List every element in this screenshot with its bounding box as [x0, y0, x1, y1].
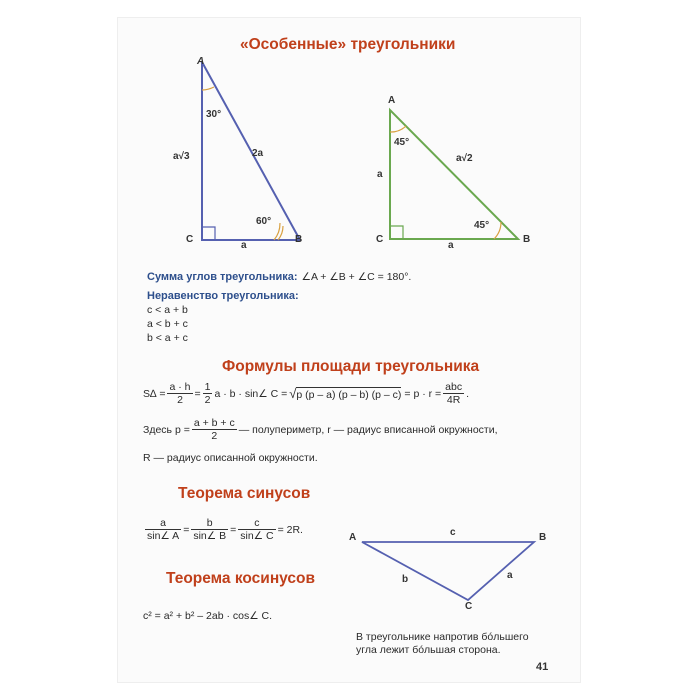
sine-eq-1: =: [183, 523, 190, 536]
sine-frac-a-den: sin∠ A: [147, 530, 180, 542]
sine-frac-a: [145, 517, 181, 542]
inequality-line-2: a < b + c: [147, 318, 188, 330]
area-eq-1: =: [194, 387, 201, 400]
heading-sine-theorem: Теорема синусов: [178, 485, 311, 502]
note-big-side-line-2: угла лежит бóльшая сторона.: [356, 644, 501, 656]
t1-vertex-c: C: [186, 234, 194, 245]
area-frac-2-num: 1: [204, 381, 211, 393]
area-s: S∆ =: [143, 387, 166, 400]
inequality-line-1: c < a + b: [147, 304, 188, 316]
sine-frac-a-num: a: [145, 517, 181, 530]
t1-vertex-b: B: [295, 234, 303, 245]
page-number: 41: [536, 661, 549, 673]
area-formula: [143, 381, 469, 406]
sine-frac-b-den: sin∠ B: [193, 530, 227, 542]
angle-sum-label: Сумма углов треугольника:: [147, 271, 298, 283]
sine-frac-b: [191, 517, 228, 542]
t3-side-b: b: [402, 574, 409, 585]
t1-vertex-a: A: [197, 56, 205, 67]
angle-sum-line: [147, 271, 411, 283]
area-end: .: [466, 387, 470, 400]
t2-side-ac: a: [377, 169, 383, 180]
heading-special-triangles: «Особенные» треугольники: [240, 36, 456, 53]
sine-end: = 2R.: [277, 523, 303, 536]
t2-angle-a: 45°: [394, 137, 410, 148]
area-frac-3: [443, 381, 464, 406]
t1-side-cb: a: [241, 240, 247, 251]
semi-suffix: — полупериметр, r — радиус вписанной окружности,: [238, 423, 498, 436]
t3-side-a: a: [507, 570, 513, 581]
area-frac-1-num: a · h: [169, 381, 191, 393]
sine-eq-2: =: [230, 523, 237, 536]
cosine-formula: c² = a² + b² – 2ab · cos∠ C.: [143, 610, 273, 622]
sine-formula: [143, 517, 303, 542]
sine-frac-c-num: c: [238, 517, 275, 530]
t3-vertex-a: A: [349, 532, 357, 543]
sqrt-icon: √: [289, 385, 297, 401]
note-big-side-line-1: В треугольнике напротив бóльшего: [356, 631, 529, 643]
area-tail: = p · r =: [404, 387, 442, 400]
inequality-label: Неравенство треугольника:: [147, 290, 299, 302]
t1-angle-a: 30°: [206, 109, 222, 120]
t1-side-ac: a√3: [173, 151, 190, 162]
t2-vertex-c: C: [376, 234, 384, 245]
t1-angle-b: 60°: [256, 216, 272, 227]
heading-cosine-theorem: Теорема косинусов: [166, 570, 316, 587]
semiperimeter-note: [143, 417, 498, 442]
semi-prefix: Здесь p =: [143, 423, 190, 436]
angle-sum-formula: ∠A + ∠B + ∠C = 180°.: [301, 271, 412, 283]
t2-vertex-b: B: [523, 234, 531, 245]
area-sqrt-expr: p (p – a) (p – b) (p – c): [296, 388, 402, 401]
t2-side-cb: a: [448, 240, 454, 251]
triangle-45-45-90: [380, 100, 530, 250]
area-mid: a · b · sin∠ C =: [214, 387, 288, 400]
area-frac-3-den: 4R: [446, 394, 461, 406]
area-frac-3-num: abc: [445, 381, 463, 393]
circumradius-note: R — радиус описанной окружности.: [143, 452, 318, 464]
t2-vertex-a: A: [388, 95, 396, 106]
t1-side-ab: 2a: [252, 148, 264, 159]
inequality-line-3: b < a + c: [147, 332, 188, 344]
sine-frac-c-den: sin∠ C: [240, 530, 274, 542]
area-frac-2-den: 2: [204, 394, 211, 406]
t3-side-c: c: [450, 527, 456, 538]
t2-angle-b: 45°: [474, 220, 490, 231]
area-frac-1: [167, 381, 192, 406]
sine-frac-b-num: b: [191, 517, 228, 530]
semi-frac: [192, 417, 237, 442]
sine-frac-c: [238, 517, 275, 542]
t3-vertex-c: C: [465, 601, 473, 612]
semi-frac-num: a + b + c: [193, 417, 235, 429]
area-frac-1-den: 2: [177, 394, 183, 406]
semi-frac-den: 2: [211, 430, 218, 442]
heading-area-formulas: Формулы площади треугольника: [222, 358, 480, 375]
t2-side-ab: a√2: [456, 153, 473, 164]
area-frac-2: [203, 381, 213, 406]
t3-vertex-b: B: [539, 532, 547, 543]
